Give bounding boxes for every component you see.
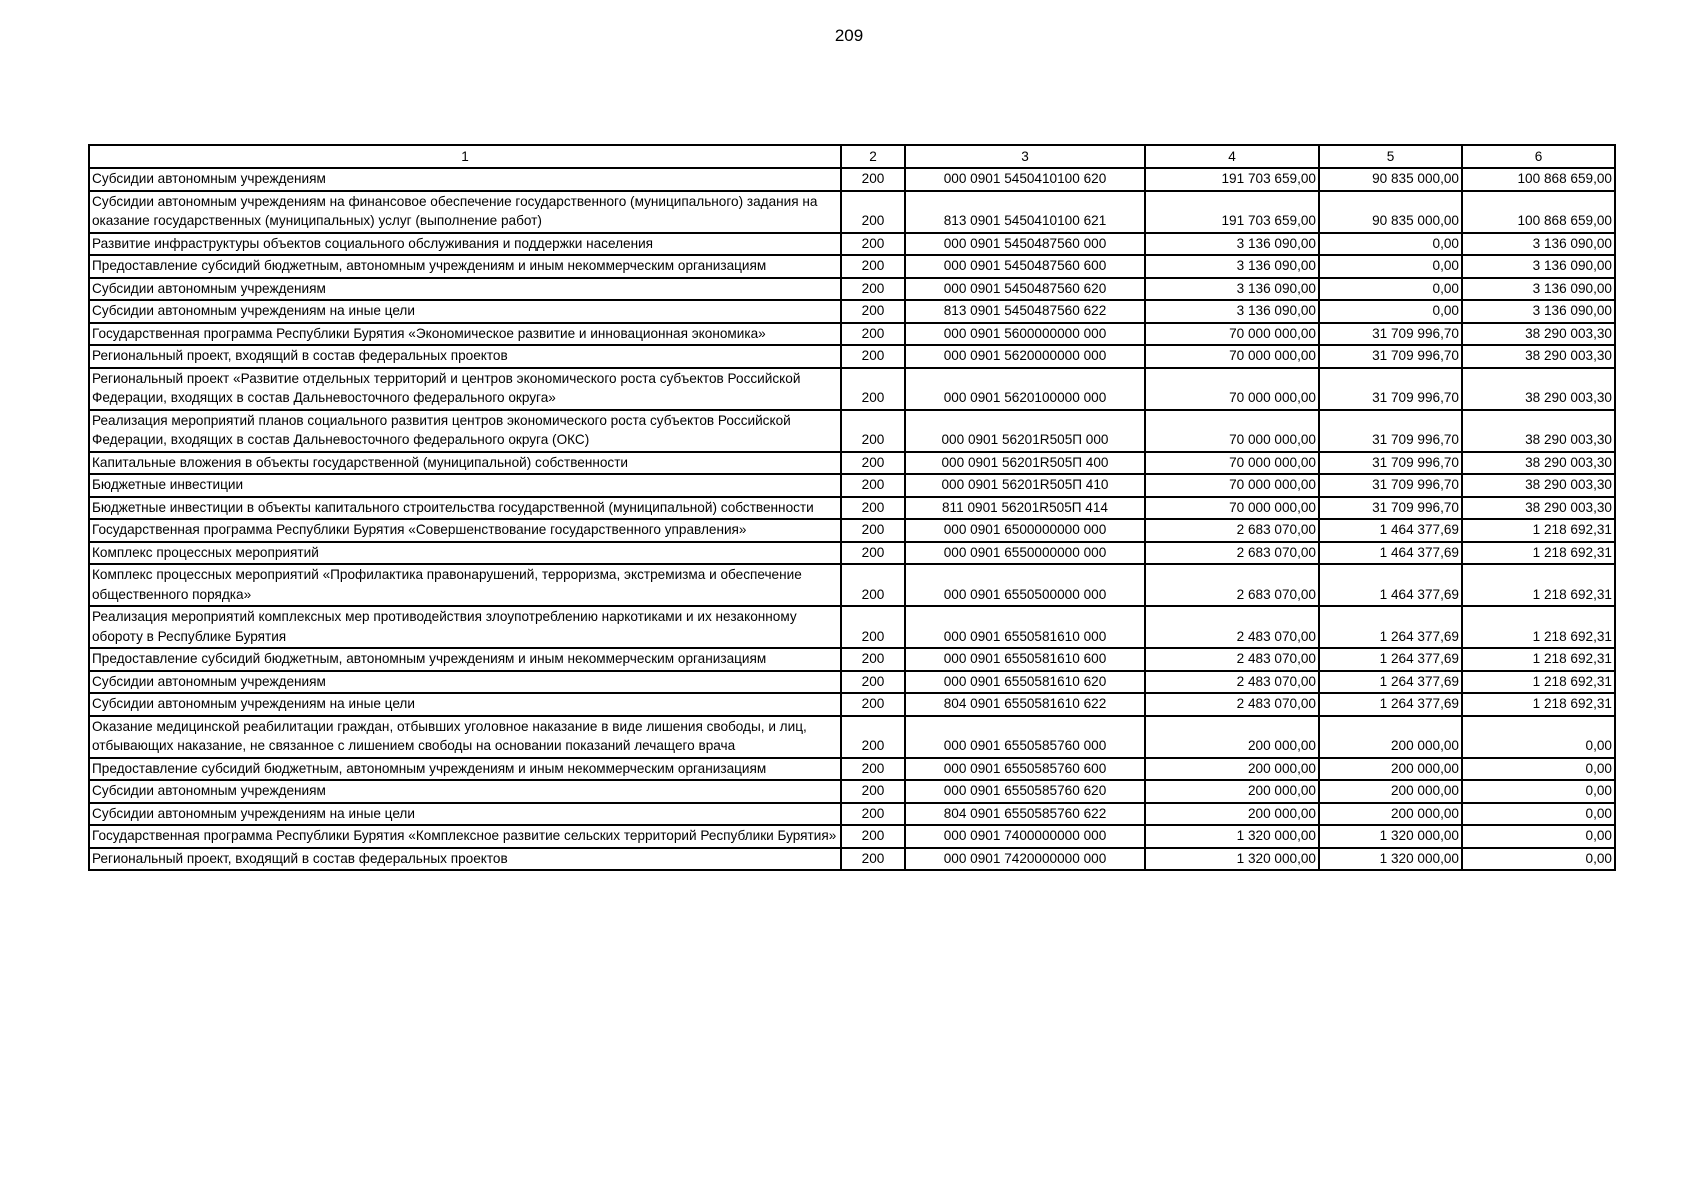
row-value-col4: 191 703 659,00 (1145, 191, 1319, 233)
row-value-col5: 0,00 (1319, 278, 1462, 301)
column-header: 5 (1319, 145, 1462, 168)
row-name: Реализация мероприятий планов социального развития центров экономического роста субъектов Российской Федерации, входящих в состав Дальневосточного федерального округа (ОКС) (89, 410, 841, 452)
row-name: Оказание медицинской реабилитации граждан, отбывших уголовное наказание в виде лишения свободы, и лиц, отбывающих наказание, не связанное с лишением свободы на основании показаний лечащего врача (89, 716, 841, 758)
row-value-col6: 100 868 659,00 (1462, 168, 1615, 191)
table-row (89, 693, 1615, 716)
row-value-col4: 2 683 070,00 (1145, 542, 1319, 565)
row-budget-code: 000 0901 56201R505П 410 (905, 474, 1145, 497)
row-value-col6: 0,00 (1462, 716, 1615, 758)
row-budget-code: 000 0901 6550581610 600 (905, 648, 1145, 671)
row-name: Региональный проект «Развитие отдельных территорий и центров экономического роста субъектов Российской Федерации, входящих в состав Дальневосточного федерального округа» (89, 368, 841, 410)
row-name: Бюджетные инвестиции (89, 474, 841, 497)
row-value-col5: 0,00 (1319, 255, 1462, 278)
row-code: 200 (841, 410, 905, 452)
row-code: 200 (841, 233, 905, 256)
row-value-col4: 70 000 000,00 (1145, 410, 1319, 452)
row-code: 200 (841, 803, 905, 826)
row-value-col6: 1 218 692,31 (1462, 519, 1615, 542)
table-header-row (89, 145, 1615, 168)
row-name: Предоставление субсидий бюджетным, автономным учреждениям и иным некоммерческим организациям (89, 758, 841, 781)
row-value-col6: 3 136 090,00 (1462, 300, 1615, 323)
row-value-col5: 1 464 377,69 (1319, 564, 1462, 606)
table-row (89, 345, 1615, 368)
row-code: 200 (841, 452, 905, 475)
row-value-col4: 2 483 070,00 (1145, 606, 1319, 648)
row-code: 200 (841, 542, 905, 565)
row-value-col6: 0,00 (1462, 780, 1615, 803)
row-value-col5: 200 000,00 (1319, 716, 1462, 758)
row-code: 200 (841, 648, 905, 671)
row-value-col5: 1 264 377,69 (1319, 606, 1462, 648)
table-row (89, 497, 1615, 520)
row-budget-code: 813 0901 5450487560 622 (905, 300, 1145, 323)
row-value-col6: 38 290 003,30 (1462, 368, 1615, 410)
column-header: 6 (1462, 145, 1615, 168)
row-value-col6: 38 290 003,30 (1462, 474, 1615, 497)
budget-table (88, 144, 1616, 871)
table-row (89, 648, 1615, 671)
row-value-col5: 0,00 (1319, 233, 1462, 256)
row-budget-code: 000 0901 6550585760 000 (905, 716, 1145, 758)
row-value-col4: 70 000 000,00 (1145, 323, 1319, 346)
row-code: 200 (841, 716, 905, 758)
row-value-col4: 70 000 000,00 (1145, 497, 1319, 520)
row-code: 200 (841, 693, 905, 716)
row-value-col6: 1 218 692,31 (1462, 648, 1615, 671)
row-value-col6: 1 218 692,31 (1462, 606, 1615, 648)
row-code: 200 (841, 191, 905, 233)
row-name: Региональный проект, входящий в состав федеральных проектов (89, 848, 841, 871)
row-code: 200 (841, 848, 905, 871)
page-number: 209 (834, 26, 864, 45)
row-value-col4: 2 683 070,00 (1145, 519, 1319, 542)
row-value-col5: 31 709 996,70 (1319, 368, 1462, 410)
row-value-col4: 70 000 000,00 (1145, 368, 1319, 410)
row-value-col6: 38 290 003,30 (1462, 410, 1615, 452)
table-row (89, 368, 1615, 410)
row-value-col4: 200 000,00 (1145, 758, 1319, 781)
row-name: Субсидии автономным учреждениям (89, 168, 841, 191)
row-value-col5: 1 464 377,69 (1319, 542, 1462, 565)
row-budget-code: 000 0901 7420000000 000 (905, 848, 1145, 871)
row-code: 200 (841, 780, 905, 803)
row-name: Развитие инфраструктуры объектов социального обслуживания и поддержки населения (89, 233, 841, 256)
table-row (89, 168, 1615, 191)
row-budget-code: 000 0901 5450487560 600 (905, 255, 1145, 278)
row-value-col5: 1 264 377,69 (1319, 648, 1462, 671)
row-value-col6: 0,00 (1462, 848, 1615, 871)
row-value-col6: 3 136 090,00 (1462, 255, 1615, 278)
table-row (89, 758, 1615, 781)
row-name: Субсидии автономным учреждениям на иные цели (89, 300, 841, 323)
row-value-col5: 31 709 996,70 (1319, 410, 1462, 452)
row-code: 200 (841, 758, 905, 781)
row-value-col4: 3 136 090,00 (1145, 300, 1319, 323)
row-value-col5: 200 000,00 (1319, 803, 1462, 826)
row-value-col6: 38 290 003,30 (1462, 345, 1615, 368)
row-code: 200 (841, 300, 905, 323)
table-row (89, 191, 1615, 233)
table-row (89, 300, 1615, 323)
table-row (89, 278, 1615, 301)
row-code: 200 (841, 168, 905, 191)
row-name: Бюджетные инвестиции в объекты капитального строительства государственной (муниципальной) собственности (89, 497, 841, 520)
row-budget-code: 000 0901 5620100000 000 (905, 368, 1145, 410)
row-value-col5: 200 000,00 (1319, 780, 1462, 803)
row-budget-code: 813 0901 5450410100 621 (905, 191, 1145, 233)
row-name: Комплекс процессных мероприятий (89, 542, 841, 565)
row-budget-code: 000 0901 56201R505П 400 (905, 452, 1145, 475)
column-header: 2 (841, 145, 905, 168)
row-code: 200 (841, 474, 905, 497)
row-value-col6: 38 290 003,30 (1462, 452, 1615, 475)
row-code: 200 (841, 606, 905, 648)
table-row (89, 848, 1615, 871)
row-value-col4: 3 136 090,00 (1145, 278, 1319, 301)
row-code: 200 (841, 564, 905, 606)
table-row (89, 803, 1615, 826)
row-budget-code: 804 0901 6550585760 622 (905, 803, 1145, 826)
row-value-col5: 31 709 996,70 (1319, 452, 1462, 475)
row-name: Субсидии автономным учреждениям на иные цели (89, 693, 841, 716)
row-name: Субсидии автономным учреждениям на финансовое обеспечение государственного (муниципального) задания на оказание государственных (муниципальных) услуг (выполнение работ) (89, 191, 841, 233)
row-code: 200 (841, 497, 905, 520)
table-row (89, 519, 1615, 542)
row-value-col4: 70 000 000,00 (1145, 452, 1319, 475)
table-row (89, 716, 1615, 758)
row-value-col5: 31 709 996,70 (1319, 345, 1462, 368)
row-value-col6: 1 218 692,31 (1462, 693, 1615, 716)
table-row (89, 606, 1615, 648)
row-value-col5: 1 464 377,69 (1319, 519, 1462, 542)
row-value-col4: 3 136 090,00 (1145, 233, 1319, 256)
row-name: Государственная программа Республики Бурятия «Комплексное развитие сельских территорий Республики Бурятия» (89, 825, 841, 848)
column-header: 4 (1145, 145, 1319, 168)
row-value-col4: 2 683 070,00 (1145, 564, 1319, 606)
row-budget-code: 000 0901 5450410100 620 (905, 168, 1145, 191)
table-row (89, 780, 1615, 803)
row-value-col4: 70 000 000,00 (1145, 474, 1319, 497)
table-row (89, 255, 1615, 278)
row-code: 200 (841, 323, 905, 346)
row-value-col6: 38 290 003,30 (1462, 323, 1615, 346)
row-value-col5: 31 709 996,70 (1319, 323, 1462, 346)
row-value-col6: 1 218 692,31 (1462, 671, 1615, 694)
row-budget-code: 000 0901 6500000000 000 (905, 519, 1145, 542)
row-budget-code: 000 0901 5450487560 620 (905, 278, 1145, 301)
row-name: Реализация мероприятий комплексных мер противодействия злоупотреблению наркотиками и их незаконному обороту в Республике Бурятия (89, 606, 841, 648)
table-row (89, 410, 1615, 452)
row-value-col4: 70 000 000,00 (1145, 345, 1319, 368)
table-row (89, 474, 1615, 497)
row-budget-code: 000 0901 6550000000 000 (905, 542, 1145, 565)
row-code: 200 (841, 278, 905, 301)
row-budget-code: 000 0901 6550585760 600 (905, 758, 1145, 781)
row-value-col4: 200 000,00 (1145, 780, 1319, 803)
row-budget-code: 000 0901 7400000000 000 (905, 825, 1145, 848)
row-name: Субсидии автономным учреждениям на иные цели (89, 803, 841, 826)
row-value-col5: 1 320 000,00 (1319, 825, 1462, 848)
row-name: Предоставление субсидий бюджетным, автономным учреждениям и иным некоммерческим организациям (89, 648, 841, 671)
table-row (89, 564, 1615, 606)
row-value-col6: 0,00 (1462, 758, 1615, 781)
row-value-col5: 31 709 996,70 (1319, 497, 1462, 520)
column-header: 1 (89, 145, 841, 168)
row-budget-code: 000 0901 6550581610 620 (905, 671, 1145, 694)
row-value-col5: 90 835 000,00 (1319, 191, 1462, 233)
table-row (89, 542, 1615, 565)
row-budget-code: 000 0901 5450487560 000 (905, 233, 1145, 256)
row-value-col6: 3 136 090,00 (1462, 278, 1615, 301)
row-value-col4: 191 703 659,00 (1145, 168, 1319, 191)
row-name: Предоставление субсидий бюджетным, автономным учреждениям и иным некоммерческим организациям (89, 255, 841, 278)
row-value-col5: 31 709 996,70 (1319, 474, 1462, 497)
row-code: 200 (841, 519, 905, 542)
row-value-col6: 100 868 659,00 (1462, 191, 1615, 233)
row-name: Государственная программа Республики Бурятия «Экономическое развитие и инновационная экономика» (89, 323, 841, 346)
row-value-col6: 38 290 003,30 (1462, 497, 1615, 520)
row-value-col6: 3 136 090,00 (1462, 233, 1615, 256)
table-row (89, 452, 1615, 475)
row-code: 200 (841, 345, 905, 368)
row-value-col4: 3 136 090,00 (1145, 255, 1319, 278)
row-value-col6: 1 218 692,31 (1462, 542, 1615, 565)
row-value-col6: 1 218 692,31 (1462, 564, 1615, 606)
row-code: 200 (841, 368, 905, 410)
table-row (89, 825, 1615, 848)
row-code: 200 (841, 825, 905, 848)
table-row (89, 671, 1615, 694)
row-value-col4: 200 000,00 (1145, 803, 1319, 826)
row-value-col5: 1 264 377,69 (1319, 671, 1462, 694)
row-name: Капитальные вложения в объекты государственной (муниципальной) собственности (89, 452, 841, 475)
row-budget-code: 000 0901 5620000000 000 (905, 345, 1145, 368)
row-name: Государственная программа Республики Бурятия «Совершенствование государственного управления» (89, 519, 841, 542)
row-value-col5: 90 835 000,00 (1319, 168, 1462, 191)
row-value-col6: 0,00 (1462, 825, 1615, 848)
row-name: Субсидии автономным учреждениям (89, 671, 841, 694)
row-value-col5: 200 000,00 (1319, 758, 1462, 781)
row-budget-code: 804 0901 6550581610 622 (905, 693, 1145, 716)
row-value-col6: 0,00 (1462, 803, 1615, 826)
row-value-col4: 200 000,00 (1145, 716, 1319, 758)
row-value-col4: 2 483 070,00 (1145, 693, 1319, 716)
row-budget-code: 000 0901 6550585760 620 (905, 780, 1145, 803)
table-row (89, 233, 1615, 256)
row-budget-code: 000 0901 6550581610 000 (905, 606, 1145, 648)
table-row (89, 323, 1615, 346)
row-name: Субсидии автономным учреждениям (89, 278, 841, 301)
row-name: Региональный проект, входящий в состав федеральных проектов (89, 345, 841, 368)
row-budget-code: 000 0901 6550500000 000 (905, 564, 1145, 606)
row-code: 200 (841, 671, 905, 694)
row-value-col4: 1 320 000,00 (1145, 848, 1319, 871)
row-value-col4: 2 483 070,00 (1145, 671, 1319, 694)
row-code: 200 (841, 255, 905, 278)
row-budget-code: 811 0901 56201R505П 414 (905, 497, 1145, 520)
row-name: Комплекс процессных мероприятий «Профилактика правонарушений, терроризма, экстремизма и обеспечение общественного порядка» (89, 564, 841, 606)
row-budget-code: 000 0901 5600000000 000 (905, 323, 1145, 346)
row-value-col4: 2 483 070,00 (1145, 648, 1319, 671)
row-value-col5: 0,00 (1319, 300, 1462, 323)
row-name: Субсидии автономным учреждениям (89, 780, 841, 803)
row-value-col4: 1 320 000,00 (1145, 825, 1319, 848)
row-value-col5: 1 264 377,69 (1319, 693, 1462, 716)
row-value-col5: 1 320 000,00 (1319, 848, 1462, 871)
column-header: 3 (905, 145, 1145, 168)
row-budget-code: 000 0901 56201R505П 000 (905, 410, 1145, 452)
